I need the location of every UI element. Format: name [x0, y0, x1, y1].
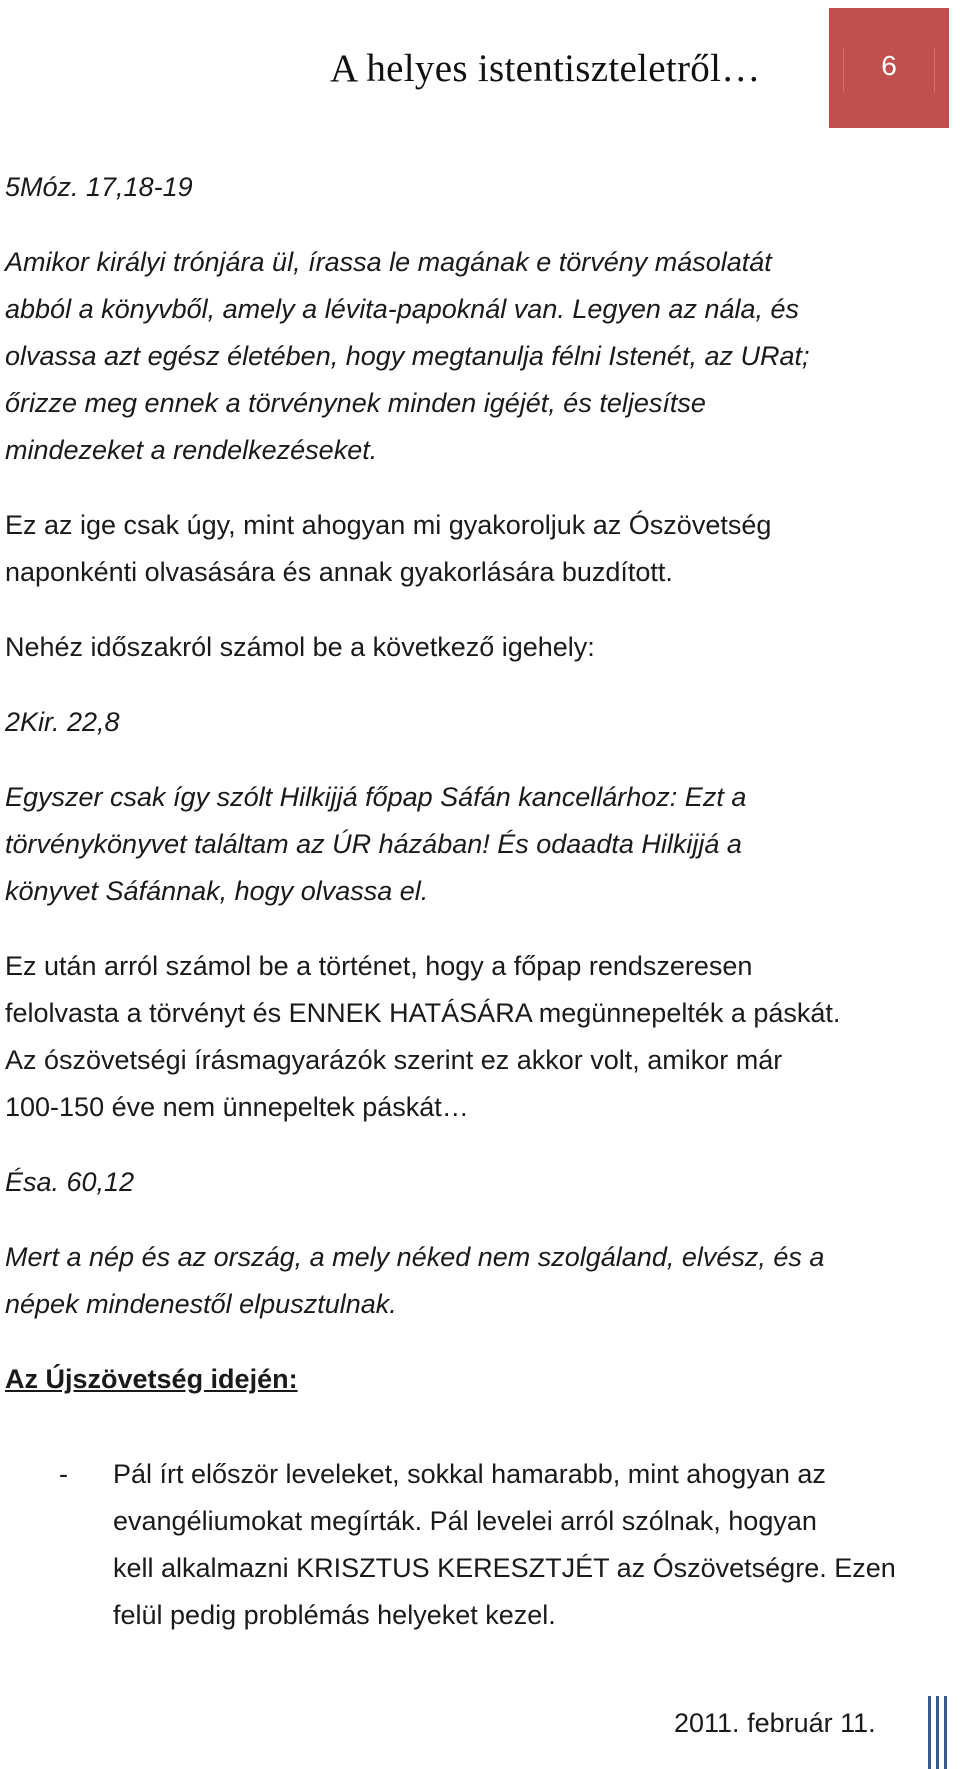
quote-line: Egyszer csak így szólt Hilkijjá főpap Sáfán kancellárhoz: Ezt a: [5, 782, 747, 812]
page-number: 6: [881, 50, 897, 81]
scripture-reference: 2Kir. 22,8: [5, 707, 120, 737]
list-marker: -: [59, 1459, 68, 1489]
quote-line: törvénykönyvet találtam az ÚR házában! És odaadta Hilkijjá a: [5, 829, 742, 859]
paragraph-line: 100-150 éve nem ünnepeltek páskát…: [5, 1092, 469, 1122]
scripture-quote: [5, 774, 945, 915]
scripture-reference: 5Móz. 17,18-19: [5, 172, 193, 202]
scripture-quote: [5, 1234, 945, 1328]
quote-line: mindezeket a rendelkezéseket.: [5, 435, 378, 465]
list-item-line: felül pedig problémás helyeket kezel.: [113, 1600, 556, 1630]
bullet-list: [5, 1451, 945, 1639]
paragraph: [5, 943, 945, 1131]
paragraph-line: Az ószövetségi írásmagyarázók szerint ez akkor volt, amikor már: [5, 1045, 783, 1075]
paragraph-line: Ez az ige csak úgy, mint ahogyan mi gyakoroljuk az Ószövetség: [5, 510, 772, 540]
list-item-line: evangéliumokat megírták. Pál levelei arról szólnak, hogyan: [113, 1506, 817, 1536]
paragraph-line: Ez után arról számol be a történet, hogy a főpap rendszeresen: [5, 951, 753, 981]
scripture-reference: Ésa. 60,12: [5, 1167, 135, 1197]
paragraph: [5, 502, 945, 596]
quote-line: Mert a nép és az ország, a mely néked nem szolgáland, elvész, és a: [5, 1242, 825, 1272]
document-body: [5, 164, 945, 1403]
footer-decoration-bars: [928, 1696, 952, 1769]
quote-line: őrizze meg ennek a törvénynek minden igéjét, és teljesítse: [5, 388, 706, 418]
quote-line: abból a könyvből, amely a lévita-papoknál van. Legyen az nála, és: [5, 294, 800, 324]
document-title: A helyes istentiszteletről…: [330, 47, 761, 90]
quote-line: könyvet Sáfánnak, hogy olvassa el.: [5, 876, 429, 906]
list-item-line: Pál írt először leveleket, sokkal hamarabb, mint ahogyan az: [113, 1459, 826, 1489]
quote-line: olvassa azt egész életében, hogy megtanulja félni Istenét, az URat;: [5, 341, 810, 371]
page-number-box: [829, 8, 949, 128]
list-item: [5, 1451, 945, 1639]
list-item-line: kell alkalmazni KRISZTUS KERESZTJÉT az Ószövetségre. Ezen: [113, 1553, 896, 1583]
section-heading: Az Újszövetség idején:: [5, 1364, 298, 1394]
paragraph: Nehéz időszakról számol be a következő igehely:: [5, 632, 595, 662]
footer-date: 2011. február 11.: [674, 1708, 876, 1738]
scripture-quote: [5, 239, 945, 474]
paragraph-line: naponkénti olvasására és annak gyakorlására buzdított.: [5, 557, 673, 587]
quote-line: népek mindenestől elpusztulnak.: [5, 1289, 397, 1319]
paragraph-line: felolvasta a törvényt és ENNEK HATÁSÁRA megünnepelték a páskát.: [5, 998, 841, 1028]
quote-line: Amikor királyi trónjára ül, írassa le magának e törvény másolatát: [5, 247, 772, 277]
